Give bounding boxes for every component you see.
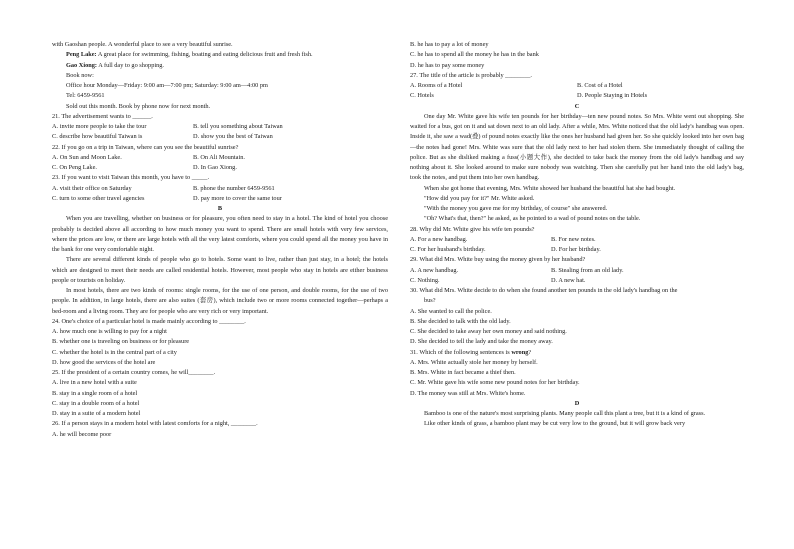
q21-options-row1 bbox=[52, 122, 388, 132]
q29-options-row2 bbox=[410, 276, 744, 286]
office-hour: Office hour Monday—Friday: 9:00 am—7:00 pm; Saturday: 9:00 am—4:00 pm bbox=[66, 82, 268, 89]
q23-option-c: C. turn to some other travel agencies bbox=[52, 194, 145, 202]
q31-option-b: B. Mrs. White in fact became a thief then. bbox=[410, 369, 516, 376]
passage-d-paragraph-1: Bamboo is one of the nature's most surprising plants. Many people call this plant a tree, but it is a kind of grass. bbox=[424, 410, 706, 417]
q24-option-b: B. whether one is traveling on business or for pleasure bbox=[52, 338, 190, 346]
q24-option-c: C. whether the hotel is in the central part of a city bbox=[52, 348, 177, 356]
peng-lake-line bbox=[52, 50, 388, 60]
q27-options-row1 bbox=[410, 81, 744, 91]
question-31-mark: ? bbox=[528, 348, 532, 356]
q21-option-b: B. tell you something about Taiwan bbox=[193, 123, 283, 130]
right-column bbox=[410, 40, 744, 430]
q26-option-b: B. he has to pay a lot of money bbox=[410, 41, 489, 48]
passage-c-line-2: "With the money you gave me for my birthday, of course" she answered. bbox=[424, 205, 608, 212]
peng-lake-text: A great place for swimming, fishing, boating and eating delicious fruit and fresh fish. bbox=[96, 51, 313, 59]
question-22: 22. If you go on a trip in Taiwan, where can you see the beautiful sunrise? bbox=[52, 143, 239, 151]
section-b-heading: B bbox=[217, 205, 223, 212]
q26-option-c: C. he has to spend all the money he has in the bank bbox=[410, 51, 539, 59]
question-23: 23. If you want to visit Taiwan this month, you have to _____. bbox=[52, 174, 210, 182]
passage-b-paragraph-2: There are several different kinds of people who go to hotels. Some want to live, rather than just stay, in a hotel; the hotels which are designed to meet their needs are called residential hotels. However, most people who stay in hotels are either business people or tourists on holiday. bbox=[52, 256, 388, 284]
peng-lake-label: Peng Lake: bbox=[66, 51, 97, 59]
q30-option-b: B. She decided to talk with the old lady. bbox=[410, 317, 511, 325]
q25-option-d: D. stay in a suite of a modern hotel bbox=[52, 410, 141, 417]
q30-option-a: A. She wanted to call the police. bbox=[410, 307, 492, 315]
q27-options-row2 bbox=[410, 91, 744, 101]
q30-option-d: D. She decided to tell the lady and take the money away. bbox=[410, 338, 553, 346]
q27-option-c: C. Hotels bbox=[410, 92, 434, 100]
tel: Tel: 6459-9561 bbox=[66, 92, 105, 100]
gao-xiong-text: A full day to go shopping. bbox=[96, 61, 164, 69]
q23-options-row1 bbox=[52, 184, 388, 194]
passage-b-paragraph-1: When you are travelling, whether on business or for pleasure, you often need to stay in a hotel. The kind of hotel you choose probably is decided above all according to how much money you want to spend. There are small hotels with very few services, where the prices are low, or there are large hotels with all the very latest comforts, where you could spend all the money you have in the bank for one very comfortable night. bbox=[52, 215, 388, 253]
q28-options-row2 bbox=[410, 245, 744, 255]
q22-options-row1 bbox=[52, 153, 388, 163]
q21-option-d: D. show you the best of Taiwan bbox=[193, 133, 273, 141]
q21-options-row2 bbox=[52, 132, 388, 142]
q23-option-b: B. phone the number 6459-9561 bbox=[193, 184, 275, 192]
gao-xiong-label: Gao Xiong: bbox=[66, 61, 97, 69]
passage-c-paragraph-1: One day Mr. White gave his wife ten pounds for her birthday—ten new pound notes. So Mrs. White went out shopping. She waited for a bus, got on it and sat down next to an old lady. After a while, Mrs. White noticed that the old lady's handbag was open. Inside it, she saw a wad(叠) of pound notes exactly like the ones her husband had given her. So she quickly looked into her own bag—the notes had gone! Mrs. White was sure that the old lady next to her had stolen them. She immediately thought of calling the police. But as she disliked making a fuss(小题大作), she decided to take back the money from the old lady's handbag and say nothing about it. She looked around to make sure nobody was watching. Then she carefully put her hand into the old lady's bag, took the notes, and put them into her own handbag. bbox=[410, 112, 744, 182]
q24-option-d: D. how good the services of the hotel are bbox=[52, 358, 156, 366]
sold-out: Sold out this month. Book by phone now for next month. bbox=[66, 102, 211, 110]
q28-option-d: D. For her birthday. bbox=[551, 246, 601, 253]
q29-options-row1 bbox=[410, 266, 744, 276]
passage-c-paragraph-2: When she got home that evening, Mrs. White showed her husband the beautiful hat she had bought. bbox=[424, 184, 676, 192]
question-28: 28. Why did Mr. White give his wife ten pounds? bbox=[410, 225, 535, 233]
question-26: 26. If a person stays in a modern hotel with latest comforts for a night, ________. bbox=[52, 420, 258, 428]
q29-option-c: C. Nothing. bbox=[410, 276, 440, 284]
gao-xiong-line bbox=[52, 61, 388, 71]
question-31-text: 31. Which of the following sentences is bbox=[410, 348, 512, 356]
q31-option-a: A. Mrs. White actually stole her money by herself. bbox=[410, 358, 538, 366]
q27-option-d: D. People Staying in Hotels bbox=[577, 92, 648, 100]
q30-option-c: C. She decided to take away her own money and said nothing. bbox=[410, 328, 567, 335]
q28-option-b: B. For new notes. bbox=[551, 235, 596, 243]
q23-option-a: A. visit their office on Saturday bbox=[52, 184, 132, 192]
q22-option-b: B. On Ali Mountain. bbox=[193, 153, 245, 161]
q31-option-d: D. The money was still at Mrs. White's home. bbox=[410, 389, 526, 397]
left-column bbox=[52, 40, 388, 440]
q22-option-d: D. In Gao Xiong. bbox=[193, 164, 237, 171]
question-31-wrong: wrong bbox=[511, 348, 529, 356]
q27-option-a: A. Rooms of a Hotel bbox=[410, 82, 463, 89]
question-21: 21. The advertisement wants to ______. bbox=[52, 112, 153, 120]
q23-options-row2 bbox=[52, 194, 388, 204]
book-now: Book now: bbox=[66, 71, 94, 79]
question-30-continued: bus? bbox=[424, 297, 436, 305]
question-27: 27. The title of the article is probably ________. bbox=[410, 71, 532, 79]
section-c-heading: C bbox=[574, 102, 580, 110]
q21-option-c: C. describe how beautiful Taiwan is bbox=[52, 133, 143, 141]
q25-option-a: A. live in a new hotel with a suite bbox=[52, 379, 137, 387]
q25-option-b: B. stay in a single room of a hotel bbox=[52, 389, 138, 397]
question-30: 30. What did Mrs. White decide to do when she found another ten pounds in the old lady's handbag on the bbox=[410, 287, 678, 294]
q27-option-b: B. Cost of a Hotel bbox=[577, 82, 623, 89]
intro-line: with Gaoshan people. A wonderful place to see a very beautiful sunrise. bbox=[52, 41, 233, 48]
q28-option-a: A. For a new handbag. bbox=[410, 235, 468, 243]
q24-option-a: A. how much one is willing to pay for a night bbox=[52, 328, 167, 335]
question-29: 29. What did Mrs. White buy using the money given by her husband? bbox=[410, 256, 586, 264]
q22-options-row2 bbox=[52, 163, 388, 173]
q29-option-b: B. Stealing from an old lady. bbox=[551, 266, 624, 274]
question-31 bbox=[410, 348, 744, 358]
passage-c-line-3: "Oh? What's that, then?" he asked, as he pointed to a wad of pound notes on the table. bbox=[424, 215, 641, 223]
q26-option-d: D. he has to pay some money bbox=[410, 61, 485, 69]
question-25: 25. If the president of a certain country comes, he will________. bbox=[52, 369, 216, 376]
q29-option-a: A. A new handbag. bbox=[410, 266, 459, 274]
q22-option-c: C. On Peng Lake. bbox=[52, 164, 97, 171]
question-24: 24. One's choice of a particular hotel is made mainly according to ________. bbox=[52, 317, 246, 325]
q29-option-d: D. A new hat. bbox=[551, 276, 586, 284]
q26-option-a: A. he will become poor bbox=[52, 430, 112, 438]
passage-d-paragraph-2: Like other kinds of grass, a bamboo plant may be cut very low to the ground, but it will grow back very bbox=[424, 420, 686, 428]
q21-option-a: A. invite more people to take the tour bbox=[52, 123, 147, 130]
q28-options-row1 bbox=[410, 235, 744, 245]
q22-option-a: A. On Sun and Moon Lake. bbox=[52, 153, 122, 161]
passage-b-paragraph-3: In most hotels, there are two kinds of rooms: single rooms, for the use of one person, and double rooms, for the use of two people. In addition, in large hotels, there are also suites (套房), which include two or more rooms connected together—perhaps a bed-room and a living room. They are for people who are very rich or very important. bbox=[52, 287, 388, 315]
q28-option-c: C. For her husband's birthday. bbox=[410, 246, 486, 253]
q23-option-d: D. pay more to cover the same tour bbox=[193, 194, 282, 202]
q25-option-c: C. stay in a double room of a hotel bbox=[52, 399, 140, 407]
passage-c-line-1: "How did you pay for it?" Mr. White asked. bbox=[424, 194, 535, 202]
section-d-heading: D bbox=[574, 399, 580, 407]
q31-option-c: C. Mr. White gave his wife some new pound notes for her birthday. bbox=[410, 379, 580, 387]
